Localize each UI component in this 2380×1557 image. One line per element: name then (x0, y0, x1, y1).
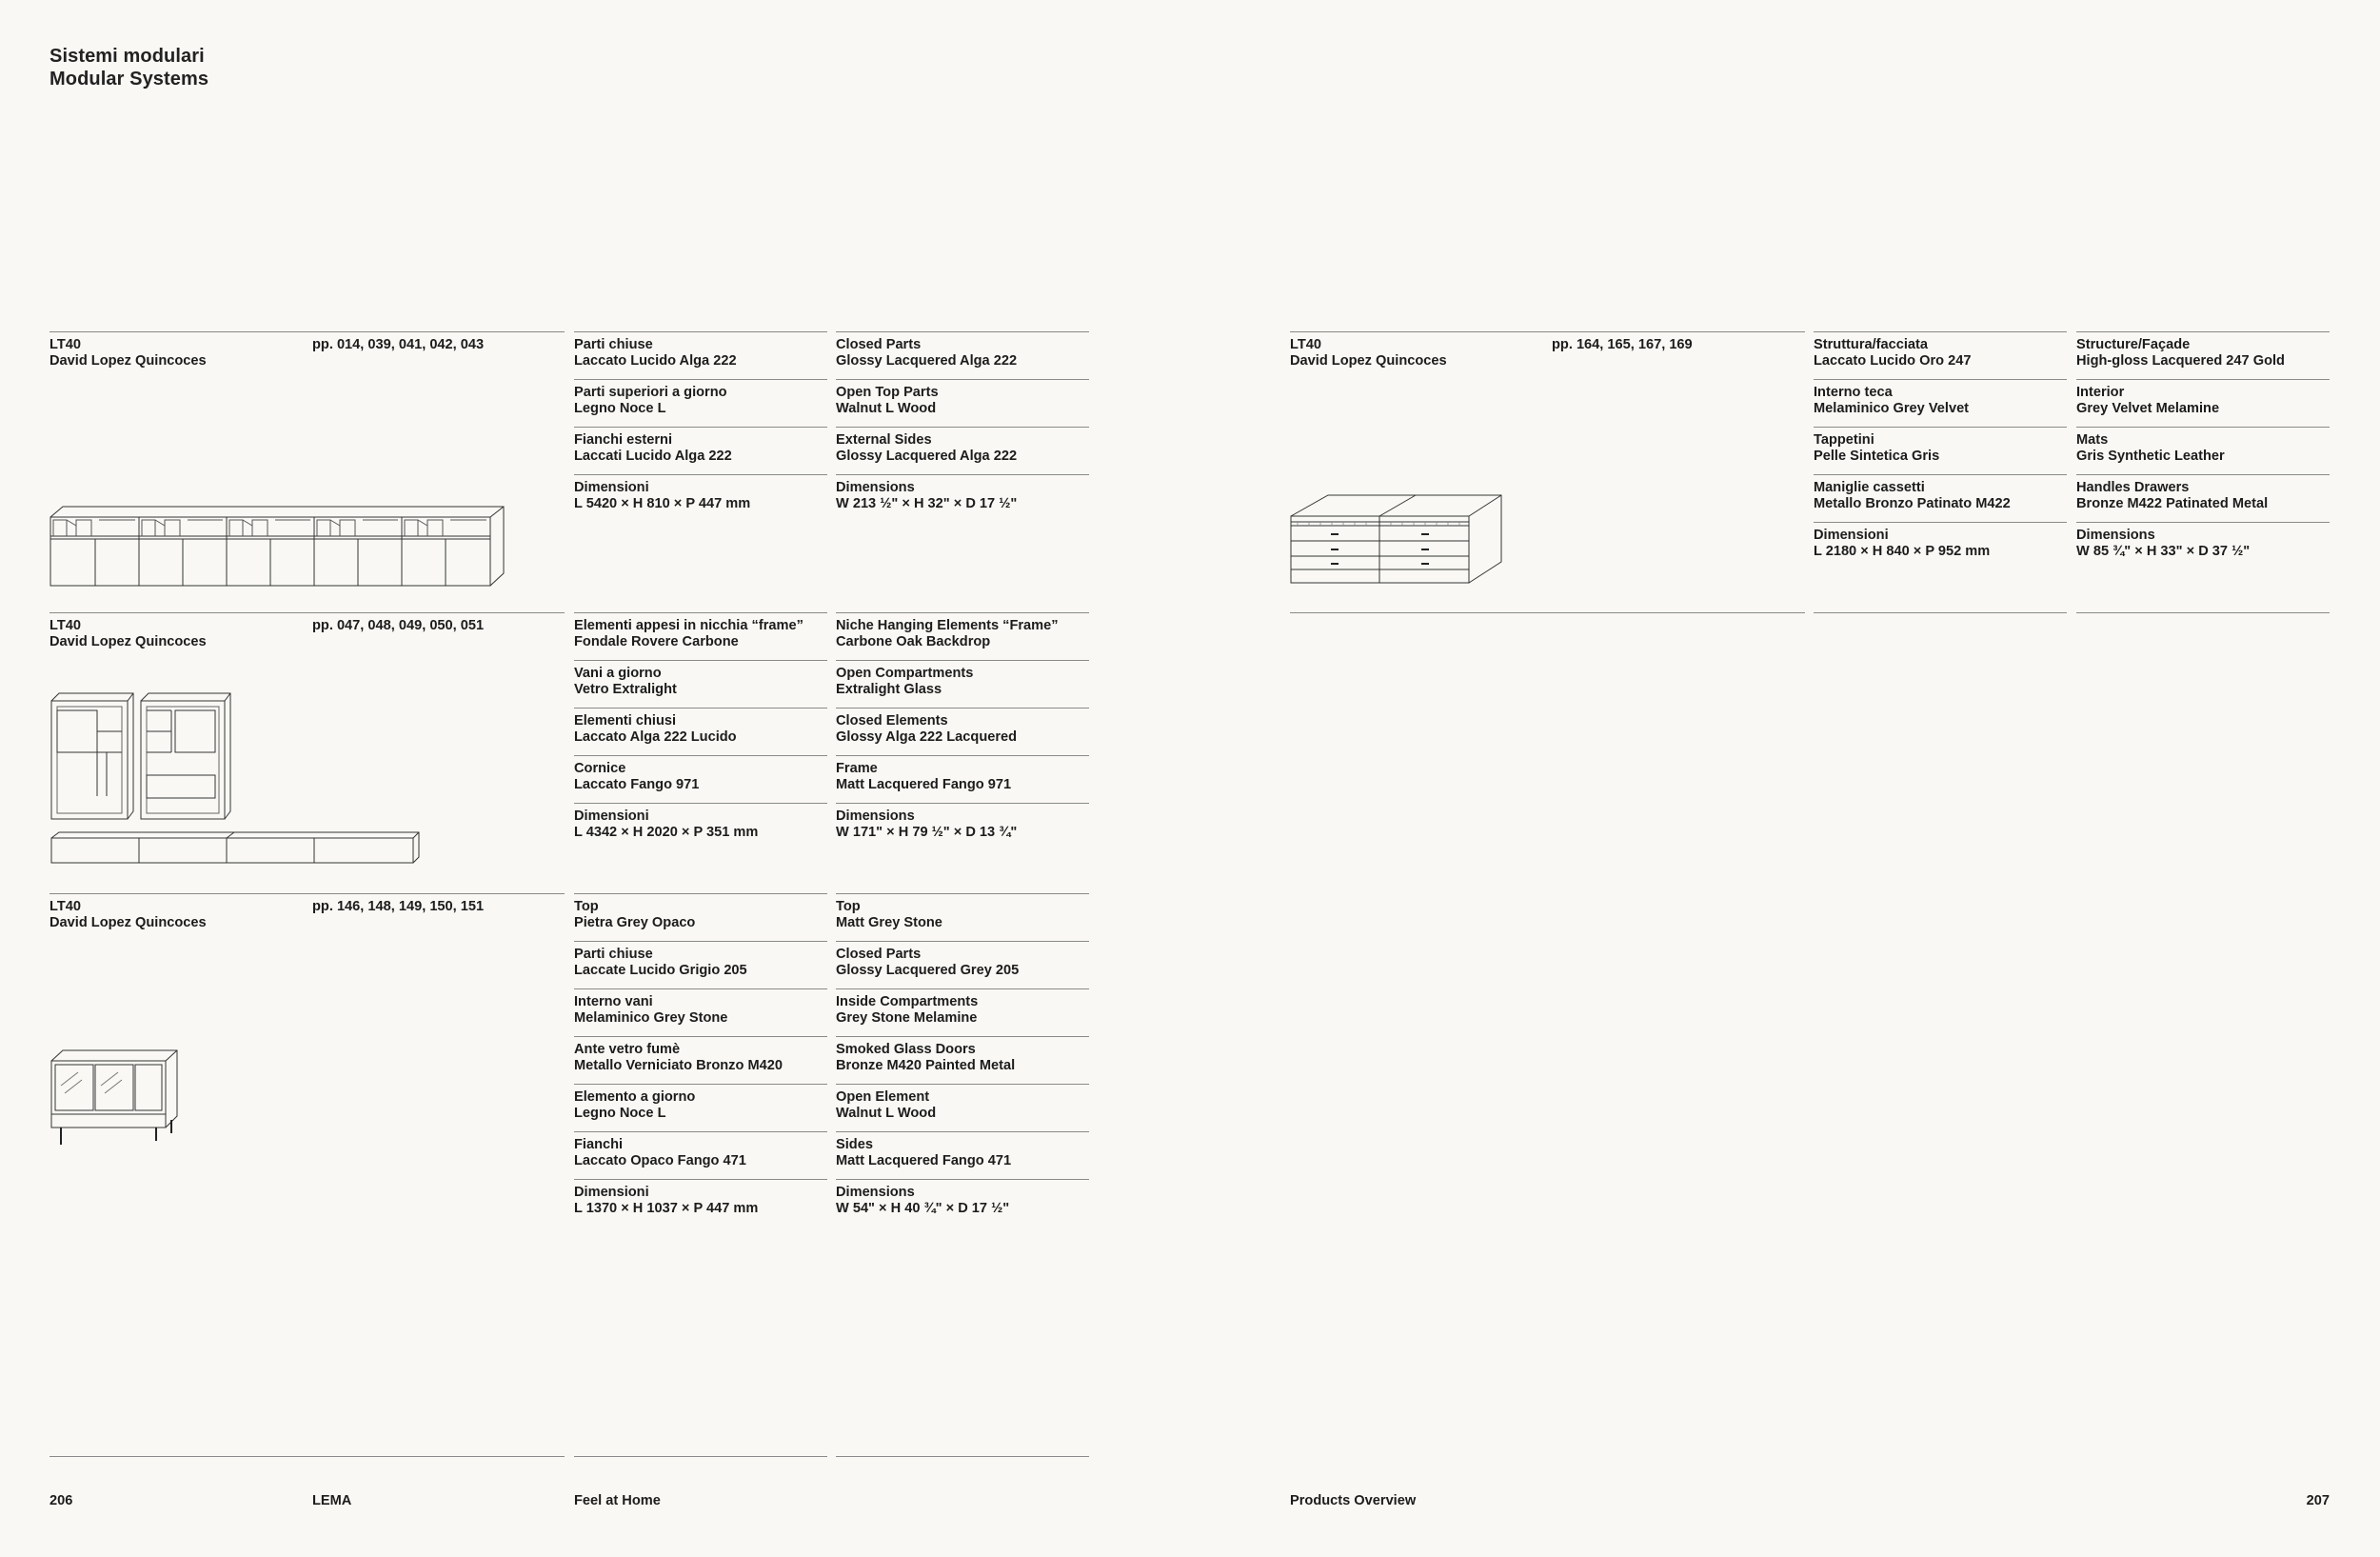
product-info (50, 337, 207, 369)
product-name: LT40 (50, 337, 81, 352)
divider (574, 1179, 827, 1180)
spec-en: Structure/Façade High-gloss Lacquered 247 Gold (2076, 337, 2285, 369)
divider (574, 893, 827, 894)
chest-of-drawers-drawing (1290, 493, 1503, 585)
spec-it: Elementi appesi in nicchia “frame” Fondale Rovere Carbone (574, 618, 803, 649)
divider (836, 893, 1089, 894)
section-title-it: Sistemi modulari (50, 46, 205, 67)
divider (574, 474, 827, 475)
spec-it: Parti chiuse Laccato Lucido Alga 222 (574, 337, 737, 369)
divider (574, 1131, 827, 1132)
divider (836, 1084, 1089, 1085)
divider (836, 474, 1089, 475)
spec-it: Tappetini Pelle Sintetica Gris (1814, 432, 1940, 464)
divider (836, 755, 1089, 756)
footer-section: Products Overview (1290, 1493, 1417, 1508)
product-pages: pp. 047, 048, 049, 050, 051 (312, 618, 485, 633)
spec-it: Top Pietra Grey Opaco (574, 899, 696, 930)
product-pages: pp. 014, 039, 041, 042, 043 (312, 337, 485, 352)
divider (574, 941, 827, 942)
product-name: LT40 (50, 899, 81, 914)
divider (836, 1179, 1089, 1180)
divider (2076, 427, 2330, 428)
page-number-left: 206 (50, 1493, 73, 1508)
spec-it: Maniglie cassetti Metallo Bronzo Patinato M422 (1814, 480, 2011, 511)
divider (1814, 612, 2067, 613)
spec-en: Inside Compartments Grey Stone Melamine (836, 994, 979, 1026)
divider (1814, 427, 2067, 428)
spec-en: Smoked Glass Doors Bronze M420 Painted Metal (836, 1042, 1016, 1073)
divider (2076, 331, 2330, 332)
glass-door-sideboard-drawing (50, 1048, 183, 1147)
divider (2076, 612, 2330, 613)
spec-it: Elemento a giorno Legno Noce L (574, 1089, 696, 1121)
spec-en: Mats Gris Synthetic Leather (2076, 432, 2225, 464)
spec-en: Top Matt Grey Stone (836, 899, 942, 930)
spec-en: External Sides Glossy Lacquered Alga 222 (836, 432, 1018, 464)
spec-en: Interior Grey Velvet Melamine (2076, 385, 2220, 416)
divider (574, 660, 827, 661)
divider (50, 893, 565, 894)
spec-en: Closed Parts Glossy Lacquered Alga 222 (836, 337, 1018, 369)
footer-tagline: Feel at Home (574, 1493, 661, 1508)
product-designer: David Lopez Quincoces (50, 634, 207, 649)
spec-en: Closed Parts Glossy Lacquered Grey 205 (836, 947, 1020, 978)
divider (2076, 474, 2330, 475)
product-info (50, 899, 207, 931)
product-info (1290, 337, 1447, 369)
divider (574, 1084, 827, 1085)
spec-it: Parti superiori a giorno Legno Noce L (574, 385, 727, 416)
spec-it: Elementi chiusi Laccato Alga 222 Lucido (574, 713, 737, 745)
divider (836, 708, 1089, 709)
divider (836, 1036, 1089, 1037)
divider (574, 427, 827, 428)
spec-en: Frame Matt Lacquered Fango 971 (836, 761, 1012, 792)
spec-en: Handles Drawers Bronze M422 Patinated Metal (2076, 480, 2269, 511)
spec-it: Vani a giorno Vetro Extralight (574, 666, 677, 697)
divider (50, 612, 565, 613)
divider (574, 755, 827, 756)
spec-it: Ante vetro fumè Metallo Verniciato Bronzo M420 (574, 1042, 783, 1073)
spec-en: Niche Hanging Elements “Frame” Carbone Oak Backdrop (836, 618, 1059, 649)
divider (50, 1456, 565, 1457)
long-sideboard-drawing (50, 505, 512, 587)
divider (836, 988, 1089, 989)
section-title-en: Modular Systems (50, 69, 209, 90)
spec-en: Open Compartments Extralight Glass (836, 666, 974, 697)
frame-niche-system-drawing (50, 689, 421, 865)
spec-it: Fianchi Laccato Opaco Fango 471 (574, 1137, 746, 1168)
divider (574, 803, 827, 804)
divider (2076, 379, 2330, 380)
spec-it: Interno vani Melaminico Grey Stone (574, 994, 728, 1026)
spec-en: Open Element Walnut L Wood (836, 1089, 937, 1121)
product-name: LT40 (50, 618, 81, 633)
product-pages: pp. 146, 148, 149, 150, 151 (312, 899, 485, 914)
divider (1290, 612, 1805, 613)
divider (1814, 331, 2067, 332)
spec-en: Dimensions W 171" × H 79 ½" × D 13 ¾" (836, 808, 1018, 840)
divider (574, 612, 827, 613)
spec-en: Open Top Parts Walnut L Wood (836, 385, 939, 416)
footer-brand: LEMA (312, 1493, 352, 1508)
divider (836, 1456, 1089, 1457)
product-designer: David Lopez Quincoces (50, 915, 207, 930)
divider (574, 988, 827, 989)
product-info (50, 618, 207, 650)
divider (836, 331, 1089, 332)
product-designer: David Lopez Quincoces (50, 353, 207, 369)
divider (1814, 379, 2067, 380)
spec-it: Cornice Laccato Fango 971 (574, 761, 700, 792)
divider (574, 1456, 827, 1457)
spec-it: Fianchi esterni Laccati Lucido Alga 222 (574, 432, 732, 464)
divider (836, 427, 1089, 428)
page-number-right: 207 (2306, 1493, 2330, 1508)
spec-it: Dimensioni L 4342 × H 2020 × P 351 mm (574, 808, 759, 840)
divider (574, 708, 827, 709)
divider (574, 1036, 827, 1037)
divider (1814, 522, 2067, 523)
divider (574, 379, 827, 380)
divider (836, 1131, 1089, 1132)
product-name: LT40 (1290, 337, 1321, 352)
spec-it: Interno teca Melaminico Grey Velvet (1814, 385, 1970, 416)
divider (836, 612, 1089, 613)
product-designer: David Lopez Quincoces (1290, 353, 1447, 369)
spec-en: Dimensions W 85 ¾" × H 33" × D 37 ½" (2076, 528, 2251, 559)
divider (836, 660, 1089, 661)
spec-it: Parti chiuse Laccate Lucido Grigio 205 (574, 947, 747, 978)
section-title (50, 45, 208, 90)
divider (50, 331, 565, 332)
divider (836, 941, 1089, 942)
spec-it: Dimensioni L 1370 × H 1037 × P 447 mm (574, 1185, 759, 1216)
spec-it: Struttura/facciata Laccato Lucido Oro 247 (1814, 337, 1972, 369)
divider (574, 331, 827, 332)
spec-en: Sides Matt Lacquered Fango 471 (836, 1137, 1012, 1168)
spec-it: Dimensioni L 2180 × H 840 × P 952 mm (1814, 528, 1991, 559)
divider (836, 379, 1089, 380)
divider (2076, 522, 2330, 523)
spec-en: Closed Elements Glossy Alga 222 Lacquered (836, 713, 1018, 745)
spec-en: Dimensions W 213 ½" × H 32" × D 17 ½" (836, 480, 1018, 511)
divider (1814, 474, 2067, 475)
spec-it: Dimensioni L 5420 × H 810 × P 447 mm (574, 480, 751, 511)
divider (836, 803, 1089, 804)
product-pages: pp. 164, 165, 167, 169 (1552, 337, 1693, 352)
spec-en: Dimensions W 54" × H 40 ¾" × D 17 ½" (836, 1185, 1010, 1216)
divider (1290, 331, 1805, 332)
